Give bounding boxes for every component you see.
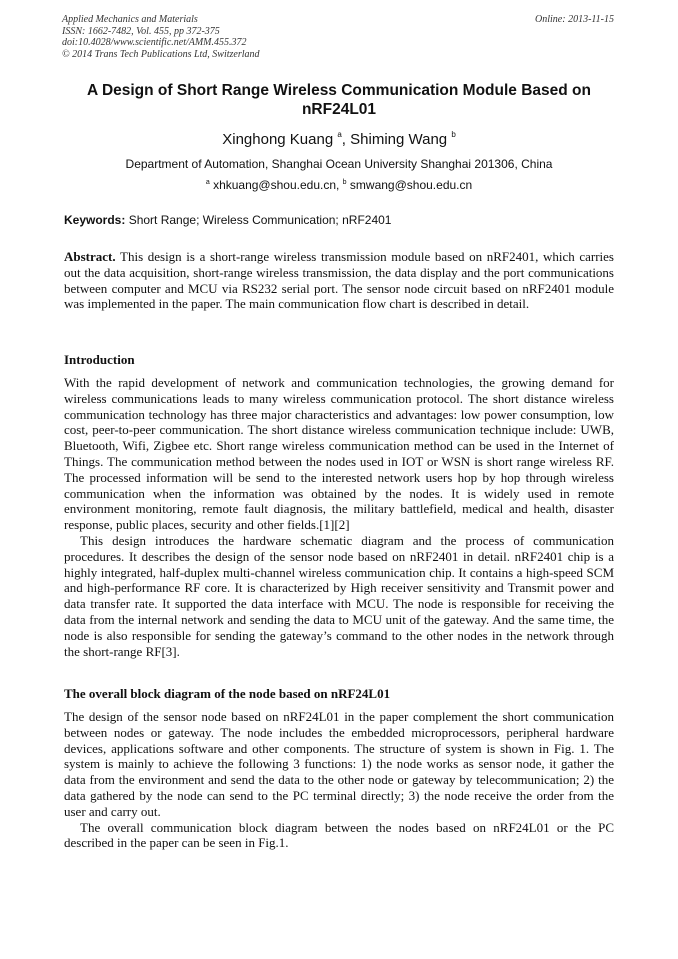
paper-title: A Design of Short Range Wireless Communication Module Based on nRF24L01 [87,82,591,118]
abstract-label: Abstract. [64,249,116,264]
abstract [64,249,614,312]
keywords [64,213,614,227]
keywords-text: Short Range; Wireless Communication; nRF2401 [128,213,392,227]
email-superscript: a [205,179,210,186]
doi-line: doi:10.4028/www.scientific.net/AMM.455.372 [62,37,247,49]
abstract-text: This design is a short-range wireless transmission module based on nRF2401, which carries out the data acquisition, short-range wireless transmission, the data display and the port communications between computer and MCU via RS232 serial port. The sensor node circuit based on nRF2401 module was implemented in the paper. The main communication flow chart is described in detail. [64,249,614,312]
author-line [64,131,614,149]
author-name: Xinghong Kuang [222,131,334,148]
author-separator: , [341,131,351,148]
journal-name: Applied Mechanics and Materials [62,14,198,25]
block-diagram-body [64,709,614,851]
online-date: Online: 2013-11-15 [535,14,614,25]
email-line [64,178,614,192]
paragraph: The overall communication block diagram between the nodes based on nRF24L01 or the PC described in the paper can be seen in Fig.1. [64,819,614,851]
keywords-label: Keywords: [64,213,129,227]
journal-header [62,14,260,60]
copyright-line: © 2014 Trans Tech Publications Ltd, Switzerland [62,48,260,60]
paragraph: With the rapid development of network and communication technologies, the growing demand for wireless communications leads to many wireless communication protocol. The short distance wireless communication technology has three major characteristics and advantages: low power consumption, low cost, peer-to-peer communication. The short distance wireless communication technique include: UWB, Bluetooth, Wifi, Zigbee etc. Short range wireless communication method can be used in the Internet of Things. The communication method between the nodes used in IOT or WSN is short range wireless RF. The processed information will be send to the interested network users hop by hop through wireless communication when the information was obtained by the nodes. It is widely used in remote environment monitoring, remote fault diagnosis, the military battlefield, medical and health, disaster response, public places, security and other fields.[1][2] [64,375,614,533]
paragraph: This design introduces the hardware schematic diagram and the process of communication procedures. It describes the design of the sensor node based on nRF2401 in detail. nRF2401 chip is a highly integrated, half-duplex multi-channel wireless communication chip. It contains a high-speed SCM and high-performance RF core. It is characterized by High receiver sensitivity and Transmit power and data transfer rate. It supported the data interface with MCU. The node is responsible for receiving the data from the internal network and sending the data to MCU unit of the gateway. And the same time, the node is also responsible for sending the gateway’s command to the other nodes in the network through the short-range RF[3]. [64,532,614,659]
email-address: xhkuang@shou.edu.cn, [213,178,343,192]
section-heading-block-diagram: The overall block diagram of the node based on nRF24L01 [64,686,391,701]
author-superscript: a [337,130,342,139]
affiliation: Department of Automation, Shanghai Ocean University Shanghai 201306, China [125,157,553,171]
introduction-body [64,375,614,659]
email-superscript: b [342,179,347,186]
email-address: smwang@shou.edu.cn [349,178,473,192]
author-superscript: b [451,130,456,139]
paragraph: The design of the sensor node based on nRF24L01 in the paper complement the short communication between nodes or gateway. The node includes the embedded microprocessors, peripheral hardware devices, applications software and other components. The structure of system is shown in Fig. 1. The system is mainly to achieve the following 3 functions: 1) the node works as sensor node, it gather the data from the environment and send the data to the other node or gateway by telecommunication; 2) the data gathered by the node can send to the PC terminal directly; 3) the node receive the order from the user and carry out. [64,709,614,819]
issn-line: ISSN: 1662-7482, Vol. 455, pp 372-375 [62,25,220,37]
author-name: Shiming Wang [350,131,448,148]
section-heading-introduction: Introduction [64,352,135,367]
